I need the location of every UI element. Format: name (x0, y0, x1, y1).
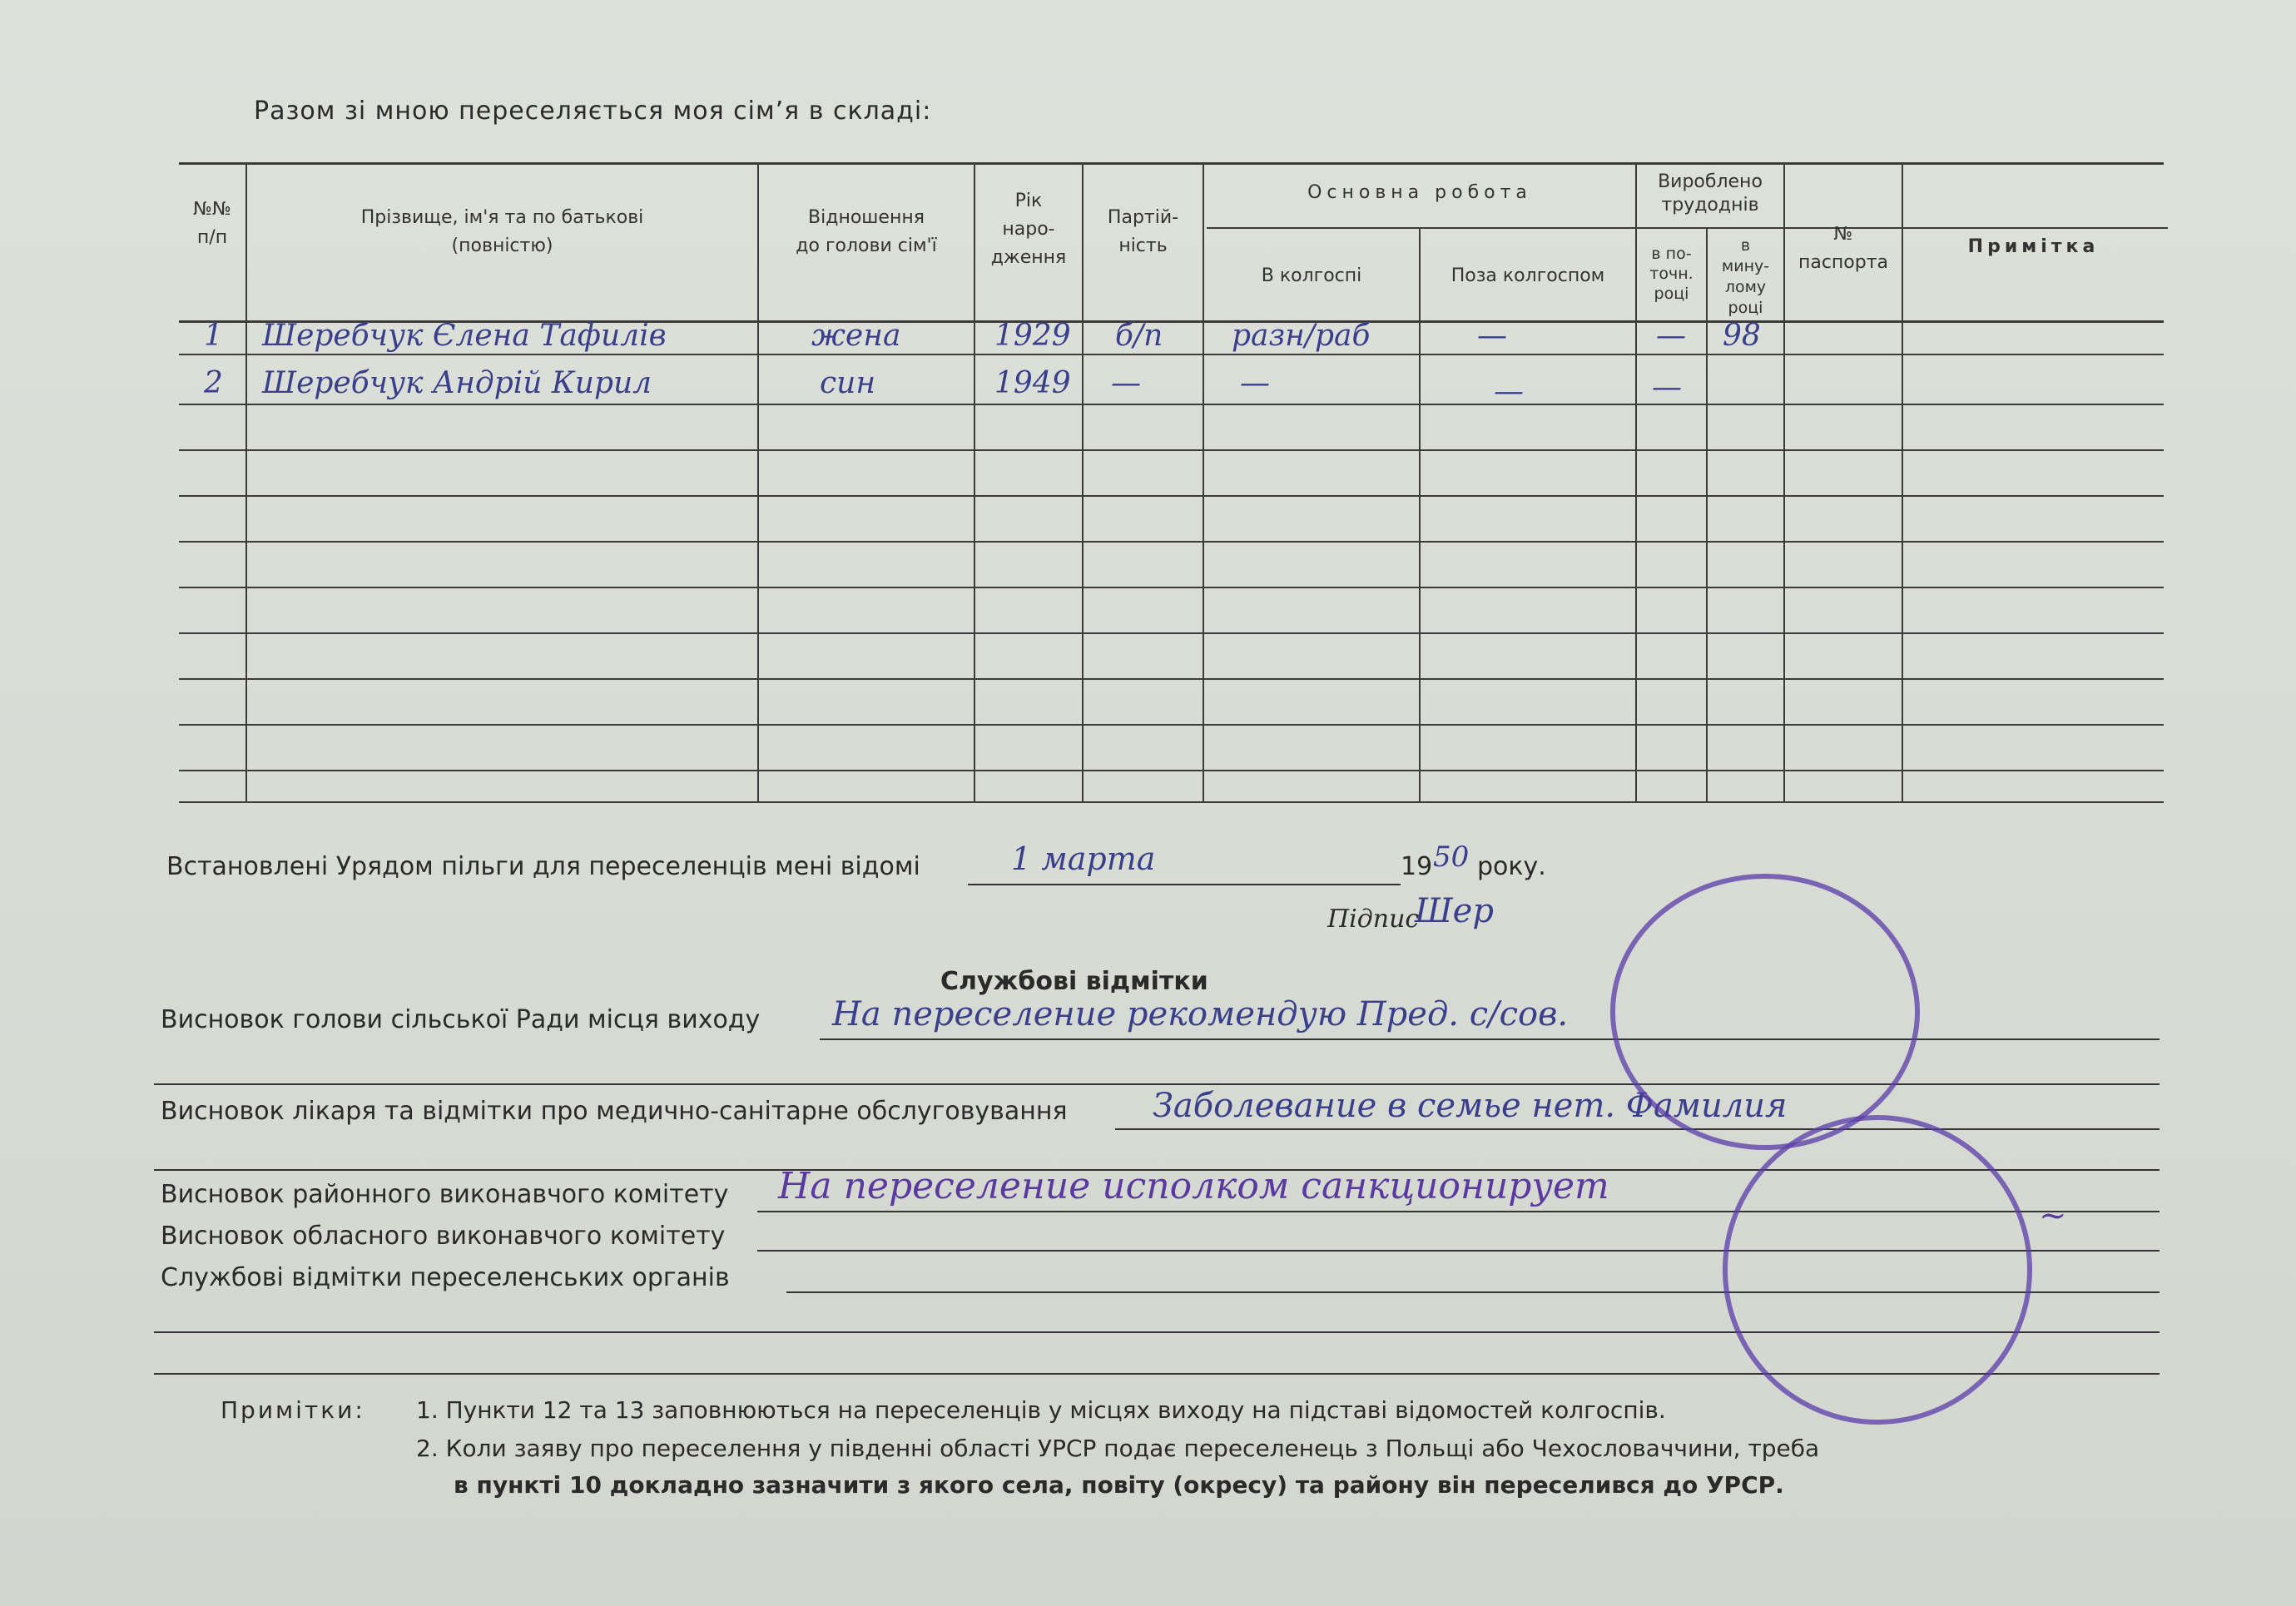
note-3: в пункті 10 докладно зазначити з якого села, повіту (окресу) та району він переселився до УРСР. (454, 1471, 1784, 1499)
row2-num: 2 (204, 366, 223, 400)
service-title: Службові відмітки (940, 967, 1208, 996)
row1-wd-last: 98 (1723, 319, 1761, 353)
family-intro: Разом зі мною переселяється моя сім’я в складі: (254, 97, 932, 126)
row2-birth: 1949 (994, 366, 1071, 400)
header-party: Партій- ність (1107, 207, 1179, 256)
header-num: №№ п/п (193, 199, 231, 248)
header-workdays-current: в по- точн. році (1649, 245, 1693, 303)
row2-party: — (1111, 366, 1141, 400)
service-row1-label: Висновок голови сільської Ради місця виходу (161, 1005, 761, 1034)
note-1: 1. Пункти 12 та 13 заповнюються на переселенців у місцях виходу на підставі відомостей колгоспів. (416, 1396, 1666, 1424)
header-workdays-last: в мину- лому році (1721, 236, 1770, 317)
benefits-year-prefix: 19 (1401, 852, 1433, 881)
header-note: Примітка (1967, 236, 2100, 257)
service-row3-hw: На переселение исполком санкционирует (778, 1165, 1609, 1207)
table-top-border (179, 162, 2164, 165)
row2-work-outside: — (1494, 374, 1524, 409)
row1-name: Шеребчук Єлена Тафилів (262, 319, 667, 353)
row1-relation: жена (811, 319, 901, 353)
commission-signature-mark: ~ (2039, 1197, 2067, 1235)
row1-work-outside: — (1477, 319, 1507, 353)
header-passport: № паспорта (1798, 224, 1889, 273)
header-work: Основна робота (1307, 182, 1532, 203)
row1-wd-current: — (1656, 319, 1686, 353)
family-table (179, 162, 2164, 803)
row1-birth: 1929 (994, 319, 1071, 353)
row1-work-kolhosp: разн/раб (1232, 319, 1371, 353)
stamp-seal-lower (1723, 1115, 2032, 1425)
row2-name: Шеребчук Андрій Кирил (262, 366, 652, 400)
benefits-year: 50 (1433, 840, 1470, 874)
benefits-date: 1 марта (1011, 840, 1156, 877)
benefits-year-suffix: року. (1477, 852, 1546, 881)
header-workdays: Вироблено трудоднів (1658, 171, 1763, 216)
header-relation: Відношення до голови сім'ї (796, 207, 937, 256)
notes-prefix: Примітки: (221, 1396, 365, 1424)
service-row5-label: Службові відмітки переселенських органів (161, 1263, 730, 1292)
row2-work-kolhosp: — (1240, 366, 1270, 400)
stamp-seal-upper (1610, 874, 1920, 1150)
service-row2-hw: Заболевание в семье нет. Фамилия (1153, 1087, 1788, 1125)
row2-relation: син (820, 366, 876, 400)
row1-num: 1 (204, 319, 223, 353)
benefits-label: Встановлені Урядом пільги для переселенців мені відомі (166, 852, 920, 881)
row1-party: б/п (1115, 319, 1163, 353)
service-row4-label: Висновок обласного виконавчого комітету (161, 1222, 726, 1251)
signature-handwritten: Шер (1415, 892, 1494, 930)
header-work-outside: Поза колгоспом (1450, 265, 1605, 286)
row2-wd-current: — (1652, 370, 1682, 404)
note-2: 2. Коли заяву про переселення у південні області УРСР подає переселенець з Польщі або Чехословаччини, треба (416, 1435, 1820, 1462)
table-subheader-line (1207, 227, 2168, 229)
service-row3-label: Висновок районного виконавчого комітету (161, 1180, 729, 1209)
service-row1-hw: На переселение рекомендую Пред. с/сов. (832, 995, 1569, 1033)
header-work-kolhosp: В колгоспі (1261, 265, 1362, 286)
signature-label: Підпис (1327, 905, 1420, 934)
header-name: Прізвище, ім'я та по батькові (повністю) (360, 207, 644, 256)
service-row2-label: Висновок лікаря та відмітки про медично-санітарне обслуговування (161, 1097, 1068, 1126)
header-birth: Рік наро- дження (990, 191, 1067, 268)
